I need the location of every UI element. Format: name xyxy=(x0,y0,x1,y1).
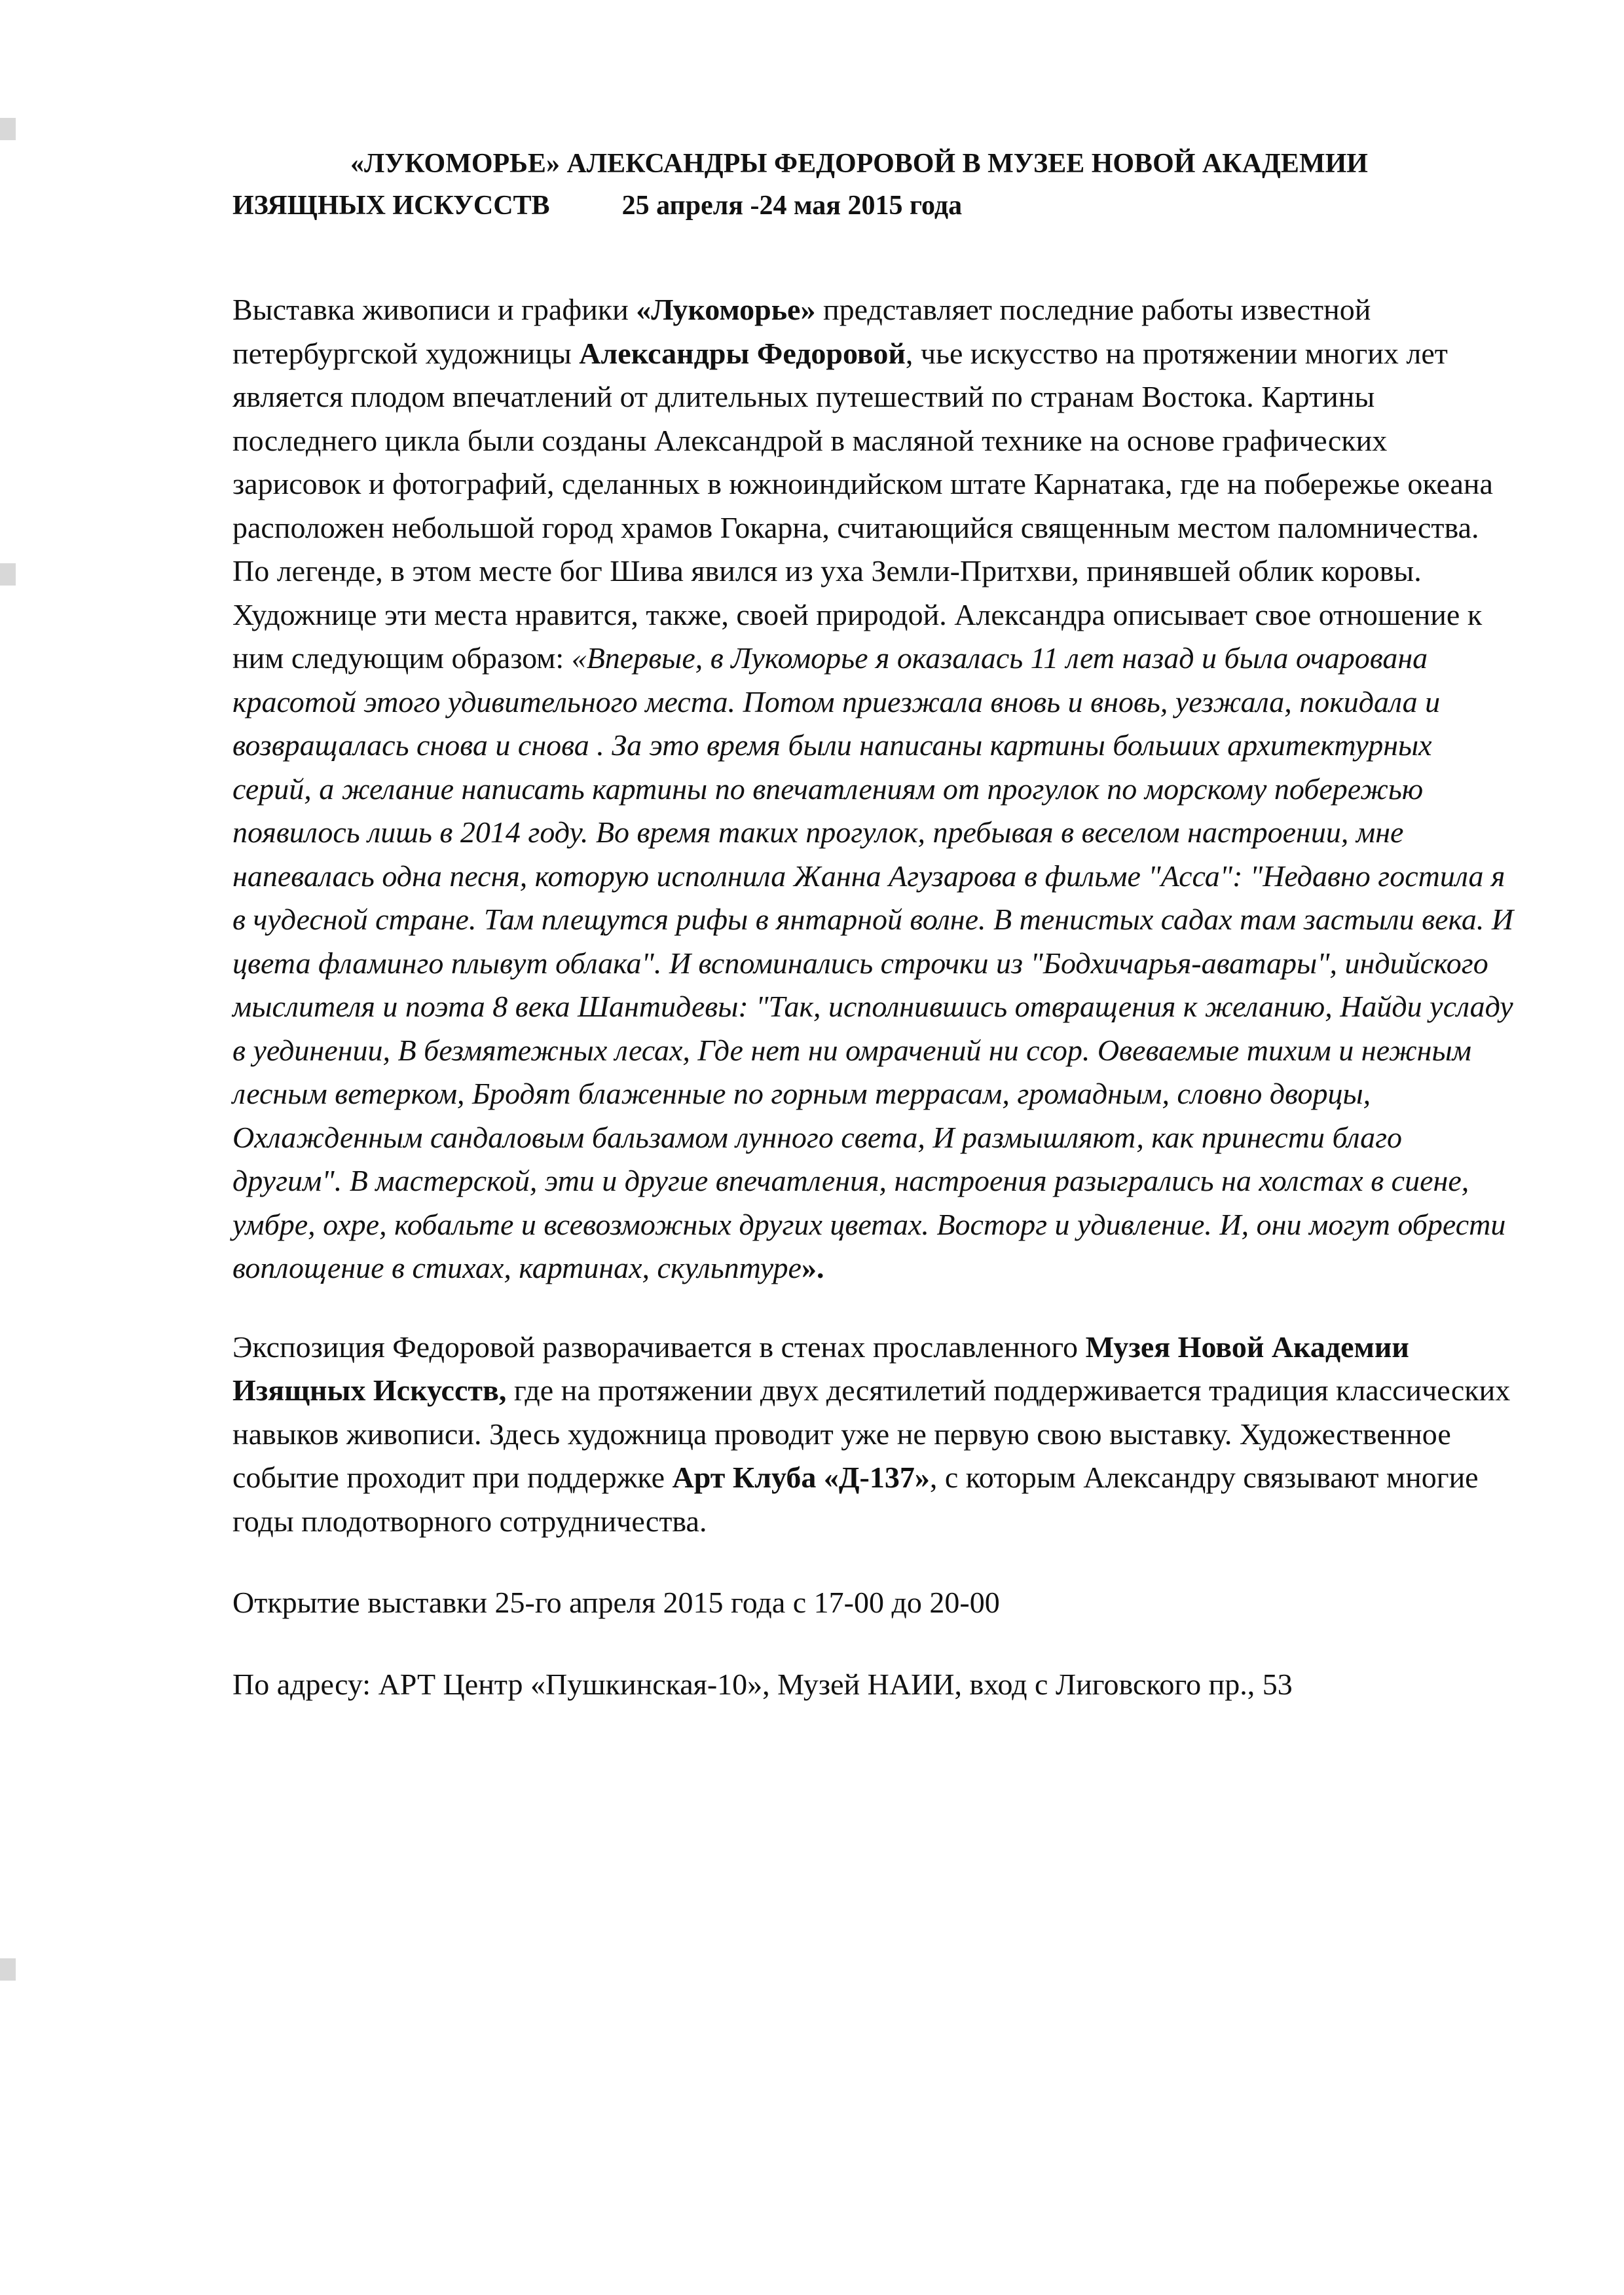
title-museum: ИЗЯЩНЫХ ИСКУССТВ xyxy=(232,191,550,221)
artist-name: Александры Федоровой xyxy=(579,336,906,370)
title-dates: 25 апреля -24 мая 2015 года xyxy=(621,191,963,221)
paragraph-text: Экспозиция Федоровой разворачивается в стенах прославленного xyxy=(232,1330,1086,1364)
address-info: По адресу: АРТ Центр «Пушкинская-10», Музей НАИИ, вход с Лиговского пр., 53 xyxy=(232,1667,1293,1701)
scan-punch-mark xyxy=(0,563,16,586)
artist-quote: «Впервые, в Лукоморье я оказалась 11 лет назад и была очарована красотой этого удивительного места. Потом приезжала вновь и вновь, уезжала, покидала и возвращалась снова и снова . За это время были написаны картины больших архитектурных серий, а желание написать картины по впечатлениям от прогулок по морскому побережью появилось лишь в 2014 году. Во время таких прогулок, пребывая в веселом настроении, мне напевалась одна песня, которую исполнила Жанна Агузарова в фильме "Асса": "Недавно гостила я в чудесной стране. Там плещутся рифы в янтарной волне. В тенистых садах там застыли века. И цвета фламинго плывут облака". И вспоминались строчки из "Бодхичарья-аватары", индийского мыслителя и поэта 8 века Шантидевы: "Так, исполнившись отвращения к желанию, Найди усладу в уединении, В безмятежных лесах, Где нет ни омрачений ни ссор. Овеваемые тихим и нежным лесным ветерком, Бродят блаженные по горным террасам, громадным, словно дворцы, Охлажденным сандаловым бальзамом лунного света, И размышляют, как принести благо другим". В мастерской, эти и другие впечатления, настроения разыгрались на холстах в сиене, умбре, охре, кобальте и всевозможных других цветах. Восторг и удивление. И, они могут обрести воплощение в стихах, картинах, скульптуре xyxy=(232,641,1514,1284)
paragraph-text: , с которым Александру связывают многие годы плодотворного сотрудничества. xyxy=(232,1461,1479,1538)
opening-info: Открытие выставки 25-го апреля 2015 года с 17-00 до 20-00 xyxy=(232,1586,1000,1619)
paragraph-text: , чье искусство на протяжении многих лет является плодом впечатлений от длительных путешествий по странам Востока. Картины последнего цикла были созданы Александрой в масляной технике на основе графических зарисовок и фотографий, сделанных в южноиндийском штате Карнатака, где на побережье океана расположен небольшой город храмов Гокарна, считающийся священным местом паломничества. По легенде, в этом месте бог Шива явился из уха Земли-Притхви, принявшей облик коровы. Художнице эти места нравится, также, своей природой. Александра описывает свое отношение к ним следующим образом: xyxy=(232,336,1493,675)
paragraph-museum xyxy=(232,1326,1516,1544)
exhibition-name: «Лукоморье» xyxy=(636,293,816,326)
scan-punch-mark xyxy=(0,118,16,140)
document-body xyxy=(232,288,1516,1706)
scan-punch-mark xyxy=(0,1958,16,1981)
quote-end: ». xyxy=(801,1251,824,1284)
paragraph-text: Выставка живописи и графики xyxy=(232,293,637,326)
title-line xyxy=(232,185,1450,227)
museum-name: Музея Новой Академии Изящных Искусств, xyxy=(232,1330,1409,1407)
paragraph-exhibition xyxy=(232,288,1516,1290)
paragraph-text: представляет последние работы известной петербургской художницы xyxy=(232,293,1371,370)
paragraph-text: где на протяжении двух десятилетий поддерживается традиция классических навыков живописи. Здесь художница проводит уже не первую свою выставку. Художественное событие проходит при поддержке xyxy=(232,1373,1511,1494)
title-line: «ЛУКОМОРЬЕ» АЛЕКСАНДРЫ ФЕДОРОВОЙ В МУЗЕЕ НОВОЙ АКАДЕМИИ xyxy=(350,149,1368,179)
club-name: Арт Клуба «Д-137» xyxy=(672,1461,930,1494)
document-title xyxy=(232,143,1450,227)
